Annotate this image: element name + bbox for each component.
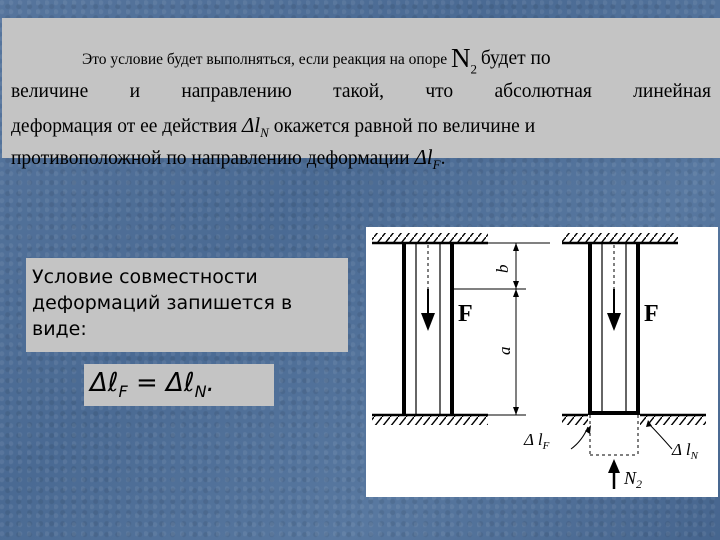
formula-panel <box>84 364 274 406</box>
word: линейная <box>633 81 711 102</box>
reaction-label: $N_2$ <box>624 468 643 491</box>
compatibility-note <box>26 258 348 352</box>
word: величине <box>11 81 89 102</box>
word: направлению <box>181 81 292 102</box>
line3-pre: деформация от ее действия <box>11 116 238 137</box>
top-support-hatch-left <box>372 233 488 243</box>
line4-pre: противоположной по направлению деформации <box>11 148 410 169</box>
word: что <box>425 81 454 102</box>
delta-l-n: $\Delta l_N$ <box>241 113 269 141</box>
word: и <box>129 81 140 102</box>
delta-ln-leader <box>648 423 672 449</box>
reaction-symbol: $N_2$ <box>450 43 477 77</box>
text-line-3 <box>11 113 535 141</box>
deformation-diagram <box>366 227 718 497</box>
force-label-left: F <box>458 301 473 327</box>
reaction-arrow-head <box>608 459 620 473</box>
word: абсолютная <box>494 81 592 102</box>
text-line-4: противоположной по направлению деформации $\Delta l_F$. <box>11 145 446 173</box>
line1-pre: Это условие будет выполняться, если реакция на опоре <box>82 51 448 68</box>
word: такой, <box>333 81 385 102</box>
bar-diagram <box>366 227 718 497</box>
text-line-1 <box>82 40 551 77</box>
top-support-hatch-right <box>562 233 678 243</box>
line1-post: будет по <box>480 48 551 69</box>
line3-post: окажется равной по величине и <box>273 116 536 137</box>
dim-b-label: b <box>493 264 512 273</box>
condition-text-panel <box>2 18 720 173</box>
left-force-arrow <box>421 313 435 331</box>
note-text: Условие совместности деформаций запишется в виде: <box>32 266 293 340</box>
delta-lf-leader <box>571 427 588 449</box>
right-force-arrow <box>607 313 621 331</box>
force-label-right: F <box>644 301 659 327</box>
compatibility-formula: Δℓ$_F$ = Δℓ$_N$. <box>90 368 215 402</box>
delta-lf-label: Δ $l_F$ <box>524 430 550 452</box>
text-line-2 <box>11 81 711 103</box>
delta-ln-label: Δ $l_N$ <box>672 440 698 462</box>
delta-l-f: $\Delta l_F$ <box>414 145 441 173</box>
dim-a-label: a <box>495 346 514 355</box>
bottom-support-hatch-left <box>372 415 488 425</box>
